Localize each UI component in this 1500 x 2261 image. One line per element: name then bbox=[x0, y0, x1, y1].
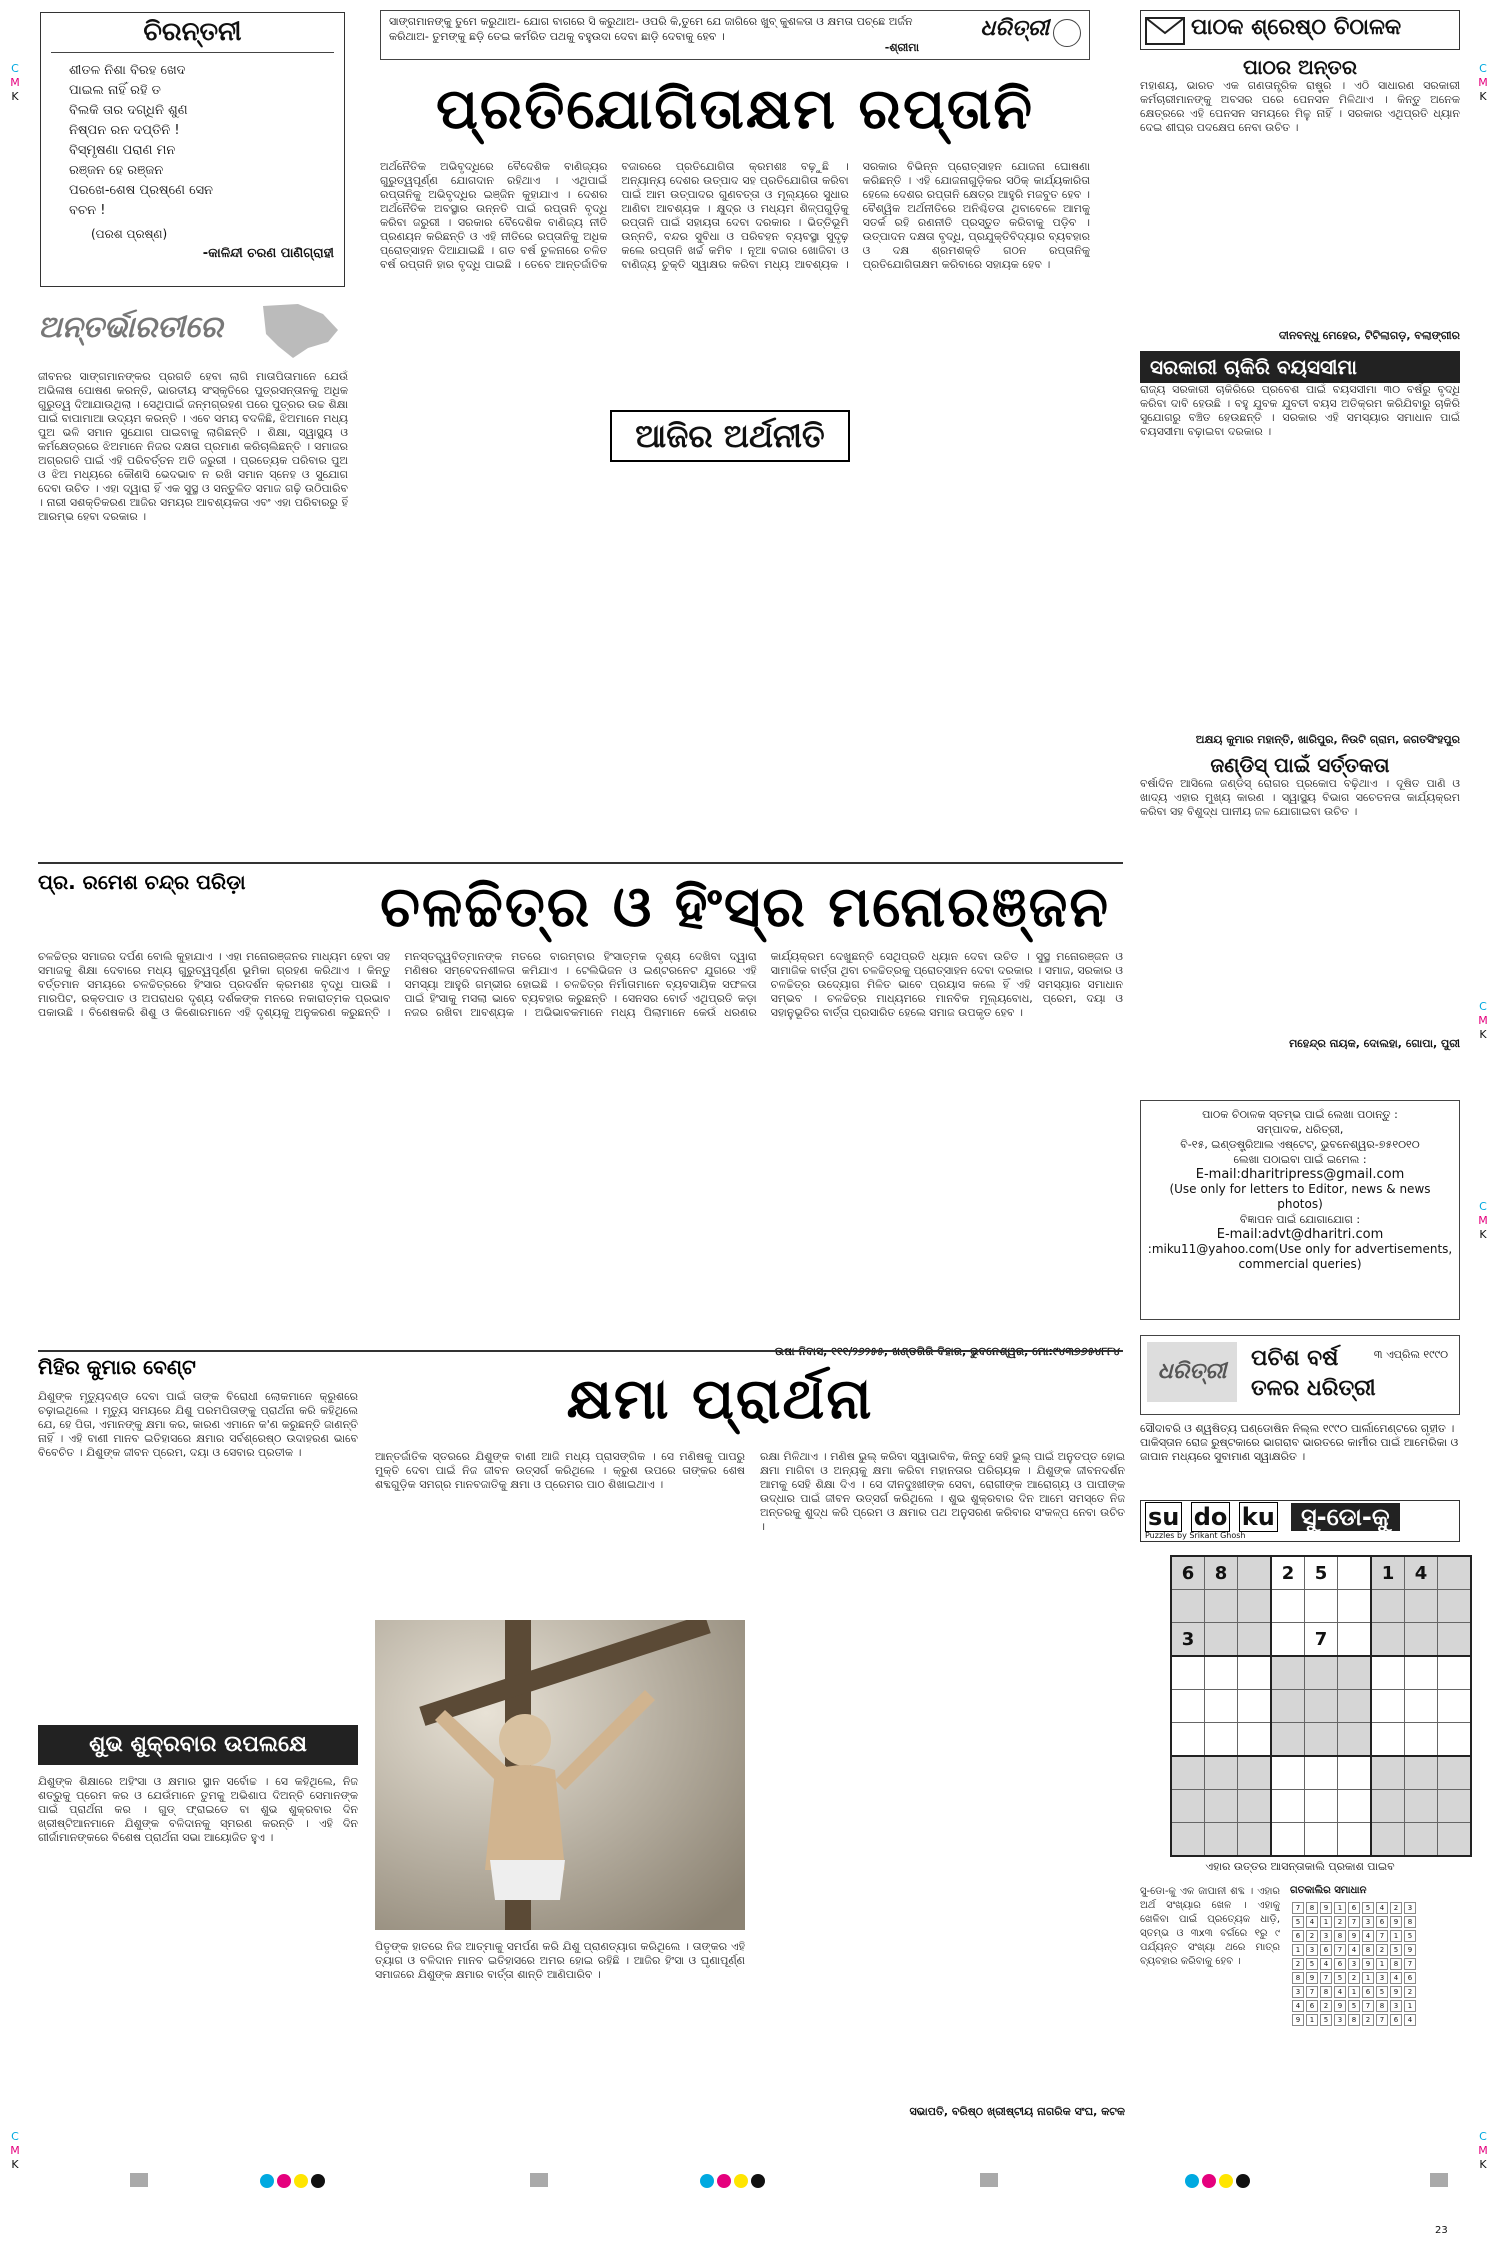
divider bbox=[38, 862, 1123, 864]
solution-cell: 5 bbox=[1292, 1916, 1304, 1928]
solution-cell: 8 bbox=[1362, 1944, 1374, 1956]
solution-cell: 9 bbox=[1362, 1958, 1374, 1970]
sudoku-cell[interactable] bbox=[1438, 1790, 1472, 1823]
solution-table bbox=[1290, 1900, 1418, 2028]
antarbharati-logo bbox=[38, 300, 348, 362]
solution-cell: 4 bbox=[1334, 1986, 1346, 1998]
magenta-swatch bbox=[717, 2174, 731, 2188]
kshama-mid-body2: ପିତୃଙ୍କ ହାତରେ ନିଜ ଆତ୍ମାକୁ ସମର୍ପଣ କରି ଯିଶୁ ପ୍ରାଣତ୍ୟାଗ କରିଥିଲେ । ତାଙ୍କର ଏହି ତ୍ୟାଗ ଓ ବଳିଦାନ ମାନବ ଇତିହାସରେ ଅମର ହୋଇ ରହିଛି । ଆଜିର ହିଂସା ଓ ଘୃଣାପୂର୍ଣ୍ଣ ସମାଜରେ ଯିଶୁଙ୍କ କ୍ଷମାର ବାର୍ତ୍ତା ଶାନ୍ତି ଆଣିପାରିବ । bbox=[375, 1940, 745, 1981]
sudoku-cell[interactable] bbox=[1271, 1623, 1305, 1657]
reg-c: C bbox=[11, 62, 19, 75]
letter-byline: ଦୀନବନ୍ଧୁ ମେହେର, ଟିଟିଲାଗଡ଼, ବଲାଙ୍ଗୀର bbox=[1278, 329, 1460, 342]
envelope-icon bbox=[1145, 17, 1185, 45]
sudoku-cell[interactable] bbox=[1305, 1756, 1338, 1790]
solution-cell: 8 bbox=[1390, 1958, 1402, 1970]
solution-cell: 1 bbox=[1362, 1972, 1374, 1984]
solution-cell: 8 bbox=[1376, 2000, 1388, 2012]
solution-cell: 9 bbox=[1292, 2014, 1304, 2026]
solution-cell: 3 bbox=[1292, 1986, 1304, 1998]
quote-author: -ଶ୍ରୀମା bbox=[884, 41, 919, 54]
solution-cell: 6 bbox=[1334, 1958, 1346, 1970]
sudoku-cell[interactable] bbox=[1305, 1590, 1338, 1623]
solution-cell: 8 bbox=[1306, 1902, 1318, 1914]
yellow-swatch bbox=[294, 2174, 308, 2188]
solution-cell: 3 bbox=[1348, 1958, 1360, 1970]
sudoku-cell[interactable] bbox=[1371, 1756, 1405, 1790]
cinema-byline bbox=[700, 1345, 1120, 1359]
sudoku-title: ସୁ-ଡୋ-କୁ bbox=[1291, 1503, 1400, 1531]
registration-mark-right-mid bbox=[1476, 1000, 1490, 1042]
sudoku-cell[interactable] bbox=[1305, 1723, 1338, 1757]
sudoku-cell[interactable] bbox=[1405, 1656, 1438, 1690]
sudoku-answer-note: ଏହାର ଉତ୍ତର ଆସନ୍ତାକାଲି ପ୍ରକାଶ ପାଇବ bbox=[1205, 1860, 1395, 1873]
dharitri-25-title1: ପଚିଶ ବର୍ଷ bbox=[1251, 1346, 1339, 1371]
sudoku-cell[interactable] bbox=[1271, 1823, 1305, 1857]
solution-cell: 7 bbox=[1306, 1986, 1318, 1998]
letter-body: ମହାଶୟ, ଭାରତ ଏକ ଗଣତାନ୍ତ୍ରିକ ରାଷ୍ଟ୍ର । ଏଠି ସାଧାରଣ ସରକାରୀ କର୍ମଚାରୀମାନଙ୍କୁ ଅବସର ପରେ ପେନସନ ମିଳିଥାଏ । କିନ୍ତୁ ଅନେକ କ୍ଷେତ୍ରରେ ଏହି ପେନସନ ସମୟରେ ମିଳୁ ନାହିଁ । ସରକାର ଏଥିପ୍ରତି ଧ୍ୟାନ ଦେଇ ଶୀଘ୍ର ପଦକ୍ଷେପ ନେବା ଉଚିତ । bbox=[1140, 79, 1460, 134]
solution-cell: 4 bbox=[1348, 1944, 1360, 1956]
sudoku-cell[interactable] bbox=[1338, 1656, 1372, 1690]
sudoku-cell[interactable] bbox=[1438, 1590, 1472, 1623]
kshama-byline: ସଭାପତି, ବରିଷ୍ଠ ଖ୍ରୀଷ୍ଟୀୟ ନାଗରିକ ସଂଘ, କଟକ bbox=[909, 2105, 1125, 2118]
cyan-swatch bbox=[1185, 2174, 1199, 2188]
headline-cinema: ଚଳଚ୍ଚିତ୍ର ଓ ହିଂସ୍ର ମନୋରଞ୍ଜନ bbox=[380, 875, 1110, 940]
reg-m: M bbox=[1478, 2144, 1488, 2157]
contact-line: ଲେଖା ପଠାଇବା ପାଇଁ ଇମେଲ : bbox=[1233, 1153, 1367, 1166]
magenta-swatch bbox=[277, 2174, 291, 2188]
sudoku-cell[interactable] bbox=[1405, 1790, 1438, 1823]
reg-c: C bbox=[11, 2130, 19, 2143]
cmyk-swatches bbox=[1185, 2173, 1253, 2192]
poem-line: ରଞ୍ଜନ ହେ ରଞ୍ଜନ bbox=[69, 163, 164, 178]
solution-cell: 2 bbox=[1376, 1944, 1388, 1956]
solution-cell: 1 bbox=[1334, 1902, 1346, 1914]
sudoku-cell[interactable] bbox=[1371, 1823, 1405, 1857]
sudoku-cell[interactable] bbox=[1371, 1623, 1405, 1657]
reader-letters-column bbox=[1140, 55, 1460, 1095]
sudoku-cell[interactable] bbox=[1238, 1756, 1272, 1790]
solution-cell: 9 bbox=[1348, 1930, 1360, 1942]
sudoku-cell[interactable] bbox=[1371, 1690, 1405, 1723]
chirantani-title: ଚିରନ୍ତନୀ bbox=[51, 17, 334, 53]
sudoku-cell[interactable] bbox=[1238, 1656, 1272, 1690]
registration-mark-right-top bbox=[1476, 62, 1490, 104]
sudoku-credit: Puzzles by Srikant Ghosh bbox=[1145, 1531, 1246, 1540]
sudoku-cell[interactable] bbox=[1205, 1756, 1238, 1790]
black-swatch bbox=[751, 2174, 765, 2188]
gray-patch bbox=[530, 2173, 548, 2187]
solution-cell: 5 bbox=[1320, 2014, 1332, 2026]
sudoku-cell[interactable] bbox=[1405, 1623, 1438, 1657]
antarbharati-body: ଜୀବନର ସାଙ୍ଗମାନଙ୍କର ପ୍ରଗତି ହେବା ଲାଗି ମାତାପିତାମାନେ ଯେଉଁ ଅଭିଳାଷ ପୋଷଣ କରନ୍ତି, ଭାରତୀୟ ସଂସ୍କୃତିରେ ପୁତ୍ରସନ୍ତାନକୁ ଅଧିକ ଗୁରୁତ୍ୱ ଦିଆଯାଉଥିଲା । ସେଥିପାଇଁ ଜନ୍ମଗ୍ରହଣ ପରେ ପୁତ୍ରର ଉଚ୍ଚ ଶିକ୍ଷା ପାଇଁ ବାପାମାଆ ଉଦ୍ୟମ କରନ୍ତି । ଏବେ ସମୟ ବଦଳିଛି, ଝିଅମାନେ ମଧ୍ୟ ପୁଅ ଭଳି ସମାନ ସୁଯୋଗ ପାଇବାକୁ ଲାଗିଛନ୍ତି । ଶିକ୍ଷା, ସ୍ୱାସ୍ଥ୍ୟ ଓ କର୍ମକ୍ଷେତ୍ରରେ ଝିଅମାନେ ନିଜର ଦକ୍ଷତା ପ୍ରମାଣ କରିଚାଲିଛନ୍ତି । ସମାଜର ଅଗ୍ରଗତି ପାଇଁ ଏହି ପରିବର୍ତ୍ତନ ଅତି ଜରୁରୀ । ପ୍ରତ୍ୟେକ ପରିବାର ପୁଅ ଓ ଝିଅ ମଧ୍ୟରେ କୌଣସି ଭେଦଭାବ ନ ରଖି ସମାନ ସ୍ନେହ ଓ ସୁଯୋଗ ଦେବା ଉଚିତ । ଏହା ଦ୍ୱାରା ହିଁ ଏକ ସୁସ୍ଥ ଓ ସନ୍ତୁଳିତ ସମାଜ ଗଢ଼ି ଉଠିପାରିବ । ନାରୀ ସଶକ୍ତିକରଣ ଆଜିର ସମୟର ଆବଶ୍ୟକତା ଏବଂ ଏହା ପରିବାରରୁ ହିଁ ଆରମ୍ଭ ହେବା ଦରକାର । bbox=[38, 370, 348, 523]
sudoku-cell[interactable] bbox=[1438, 1723, 1472, 1757]
reg-m: M bbox=[10, 2144, 20, 2157]
sudoku-cell[interactable] bbox=[1338, 1790, 1372, 1823]
solution-cell: 5 bbox=[1306, 1958, 1318, 1970]
sudoku-cell[interactable] bbox=[1371, 1656, 1405, 1690]
dharitri-25-items bbox=[1140, 1422, 1460, 1464]
divider bbox=[38, 1350, 1123, 1352]
poem-line: ନିଷ୍ପନ ରନ ଦପ୍ତିନି ! bbox=[69, 123, 180, 138]
kshama-left-body2: ଯିଶୁଙ୍କ ଶିକ୍ଷାରେ ଅହିଂସା ଓ କ୍ଷମାର ସ୍ଥାନ ସର୍ବୋଚ୍ଚ । ସେ କହିଥିଲେ, ନିଜ ଶତ୍ରୁକୁ ପ୍ରେମ କର ଓ ଯେଉଁମାନେ ତୁମକୁ ଅଭିଶାପ ଦିଅନ୍ତି ସେମାନଙ୍କ ପାଇଁ ପ୍ରାର୍ଥନା କର । ଗୁଡ୍ ଫ୍ରାଇଡେ ବା ଶୁଭ ଶୁକ୍ରବାର ଦିନ ଖ୍ରୀଷ୍ଟିଆନମାନେ ଯିଶୁଙ୍କ ବଳିଦାନକୁ ସ୍ମରଣ କରନ୍ତି । ଏହି ଦିନ ଗୀର୍ଜାମାନଙ୍କରେ ବିଶେଷ ପ୍ରାର୍ଥନା ସଭା ଆୟୋଜିତ ହୁଏ । bbox=[38, 1775, 358, 1844]
cinema-article-body: ଚଳଚ୍ଚିତ୍ର ସମାଜର ଦର୍ପଣ ବୋଲି କୁହାଯାଏ । ଏହା ମନୋରଞ୍ଜନର ମାଧ୍ୟମ ହେବା ସହ ସମାଜକୁ ଶିକ୍ଷା ଦେବାରେ ମଧ୍ୟ ଗୁରୁତ୍ୱପୂର୍ଣ୍ଣ ଭୂମିକା ଗ୍ରହଣ କରିଥାଏ । କିନ୍ତୁ ବର୍ତ୍ତମାନ ସମୟରେ ଚଳଚ୍ଚିତ୍ରରେ ହିଂସାର ପ୍ରଦର୍ଶନ କ୍ରମଶଃ ବୃଦ୍ଧି ପାଉଛି । ମାରପିଟ, ରକ୍ତପାତ ଓ ଅପରାଧର ଦୃଶ୍ୟ ଦର୍ଶକଙ୍କ ମନରେ ନକାରାତ୍ମକ ପ୍ରଭାବ ପକାଉଛି । ବିଶେଷକରି ଶିଶୁ ଓ କିଶୋରମାନେ ଏହି ଦୃଶ୍ୟକୁ ଅନୁକରଣ କରୁଛନ୍ତି । ମନସ୍ତତ୍ତ୍ୱବିତ୍ମାନଙ୍କ ମତରେ ବାରମ୍ବାର ହିଂସାତ୍ମକ ଦୃଶ୍ୟ ଦେଖିବା ଦ୍ୱାରା ମଣିଷର ସମ୍ବେଦନଶୀଳତା କମିଯାଏ । ଟେଲିଭିଜନ ଓ ଇଣ୍ଟରନେଟ ଯୁଗରେ ଏହି ସମସ୍ୟା ଆହୁରି ଗମ୍ଭୀର ହୋଇଛି । ଚଳଚ୍ଚିତ୍ର ନିର୍ମାତାମାନେ ବ୍ୟବସାୟିକ ସଫଳତା ପାଇଁ ହିଂସାକୁ ମସଲା ଭାବେ ବ୍ୟବହାର କରୁଛନ୍ତି । ସେନସର ବୋର୍ଡ ଏଥିପ୍ରତି କଡ଼ା ନଜର ରଖିବା ଆବଶ୍ୟକ । ଅଭିଭାବକମାନେ ମଧ୍ୟ ପିଲାମାନେ କେଉଁ ଧରଣର କାର୍ଯ୍ୟକ୍ରମ ଦେଖୁଛନ୍ତି ସେଥିପ୍ରତି ଧ୍ୟାନ ଦେବା ଉଚିତ । ସୁସ୍ଥ ମନୋରଞ୍ଜନ ଓ ସାମାଜିକ ବାର୍ତ୍ତା ଥିବା ଚଳଚ୍ଚିତ୍ରକୁ ପ୍ରୋତ୍ସାହନ ଦେବା ଦରକାର । ସମାଜ, ସରକାର ଓ ଚଳଚ୍ଚିତ୍ର ଉଦ୍ୟୋଗ ମିଳିତ ଭାବେ ପ୍ରୟାସ କଲେ ହିଁ ଏହି ସମସ୍ୟାର ସମାଧାନ ସମ୍ଭବ । ଚଳଚ୍ଚିତ୍ର ମାଧ୍ୟମରେ ମାନବିକ ମୂଲ୍ୟବୋଧ, ପ୍ରେମ, ଦୟା ଓ ସହାନୁଭୂତିର ବାର୍ତ୍ତା ପ୍ରସାରିତ ହେଲେ ସମାଜ ଉପକୃତ ହେବ । bbox=[38, 950, 1123, 1019]
solution-cell: 2 bbox=[1320, 2000, 1332, 2012]
solution-cell: 4 bbox=[1306, 1916, 1318, 1928]
sudoku-cell[interactable] bbox=[1338, 1756, 1372, 1790]
crucifixion-illustration bbox=[375, 1620, 745, 1930]
sudoku-logo-letter: ku bbox=[1239, 1502, 1278, 1532]
solution-cell: 2 bbox=[1390, 1902, 1402, 1914]
sudoku-cell[interactable] bbox=[1171, 1823, 1205, 1857]
sudoku-cell[interactable] bbox=[1371, 1590, 1405, 1623]
sudoku-cell[interactable] bbox=[1405, 1723, 1438, 1757]
shubha-shukrabara-banner: ଶୁଭ ଶୁକ୍ରବାର ଉପଲକ୍ଷେ bbox=[38, 1725, 358, 1765]
reader-letters-banner-title: ପାଠକ ଶ୍ରେଷ୍ଠ ଚିଠାଳକ bbox=[1191, 15, 1402, 40]
solution-cell: 2 bbox=[1292, 1958, 1304, 1970]
chirantani-lines bbox=[51, 61, 334, 221]
reg-m: M bbox=[1478, 1014, 1488, 1027]
solution-cell: 6 bbox=[1376, 1916, 1388, 1928]
solution-cell: 1 bbox=[1376, 1958, 1388, 1970]
yellow-swatch bbox=[734, 2174, 748, 2188]
solution-cell: 5 bbox=[1404, 1930, 1416, 1942]
sudoku-rules: ସୁ-ଡୋ-କୁ ଏକ ଜାପାନୀ ଶବ୍ଦ । ଏହାର ଅର୍ଥ ସଂଖ୍ୟାର ଖେଳ । ଏହାକୁ ଖେଳିବା ପାଇଁ ପ୍ରତ୍ୟେକ ଧାଡ଼ି, ସ୍ତମ୍ଭ ଓ ୩x୩ ବର୍ଗରେ ୧ରୁ ୯ ପର୍ଯ୍ୟନ୍ତ ସଂଖ୍ୟା ଥରେ ମାତ୍ର ବ୍ୟବହାର କରିବାକୁ ହେବ । bbox=[1140, 1886, 1280, 1967]
solution-cell: 1 bbox=[1292, 1944, 1304, 1956]
solution-cell: 9 bbox=[1320, 1902, 1332, 1914]
reg-k: K bbox=[11, 2158, 19, 2171]
dharitri-25-logo: ଧରିତ୍ରୀ bbox=[1147, 1342, 1237, 1402]
solution-cell: 3 bbox=[1390, 2000, 1402, 2012]
cyan-swatch bbox=[260, 2174, 274, 2188]
dharitri-25-item: ସୌଦାବରି ଓ ଶ୍ୱଷିତ୍ୟ ଘଣ୍ଡୋଷିନ ନିଲ୍ଲ ୧୯୯୦ ପାର୍ଲାମେଣ୍ଟରେ ଗୃହୀତ । bbox=[1140, 1422, 1455, 1435]
solution-cell: 6 bbox=[1362, 1986, 1374, 1998]
letter-title: ସରକାରୀ ଚାକିରି ବୟସସୀମା bbox=[1140, 351, 1460, 383]
sudoku-cell[interactable]: 7 bbox=[1305, 1623, 1338, 1657]
sudoku-prev-solution bbox=[1290, 1900, 1418, 2028]
poem-line: ପରଖେ-ଶେଷ ପ୍ରଷ୍ଣେ ସେନ bbox=[69, 183, 214, 198]
chirantani-box bbox=[40, 12, 345, 287]
sudoku-cell[interactable] bbox=[1238, 1556, 1272, 1590]
ajira-arthaniti-label: ଆଜିର ଅର୍ଥନୀତି bbox=[610, 410, 850, 462]
cyan-swatch bbox=[700, 2174, 714, 2188]
sudoku-cell[interactable] bbox=[1238, 1623, 1272, 1657]
solution-cell: 7 bbox=[1292, 1902, 1304, 1914]
gray-patch bbox=[130, 2173, 148, 2187]
solution-cell: 4 bbox=[1390, 1972, 1402, 1984]
kshama-mid-body: ଆନ୍ତର୍ଜାତିକ ସ୍ତରରେ ଯିଶୁଙ୍କ ବାଣୀ ଆଜି ମଧ୍ୟ ପ୍ରାସଙ୍ଗିକ । ସେ ମଣିଷକୁ ପାପରୁ ମୁକ୍ତି ଦେବା ପାଇଁ ନିଜ ଜୀବନ ଉତ୍ସର୍ଗ କରିଥିଲେ । କ୍ରୁଶ ଉପରେ ତାଙ୍କର ଶେଷ ଶବ୍ଦଗୁଡ଼ିକ ସମଗ୍ର ମାନବଜାତିକୁ କ୍ଷମା ଓ ପ୍ରେମର ପାଠ ଶିଖାଇଥାଏ । bbox=[375, 1450, 745, 1491]
cmyk-swatches bbox=[700, 2173, 768, 2192]
solution-cell: 2 bbox=[1404, 1986, 1416, 1998]
antarbharati-title: ଅନ୍ତର୍ଭାରତୀରେ bbox=[38, 310, 223, 345]
black-swatch bbox=[1236, 2174, 1250, 2188]
sudoku-cell[interactable]: 2 bbox=[1271, 1556, 1305, 1590]
sudoku-cell[interactable] bbox=[1438, 1623, 1472, 1657]
sudoku-logo-letter: do bbox=[1191, 1502, 1231, 1532]
sudoku-cell[interactable] bbox=[1271, 1690, 1305, 1723]
sudoku-cell[interactable] bbox=[1171, 1690, 1205, 1723]
solution-cell: 7 bbox=[1334, 1944, 1346, 1956]
sudoku-cell[interactable] bbox=[1338, 1556, 1372, 1590]
solution-cell: 5 bbox=[1362, 1902, 1374, 1914]
solution-cell: 1 bbox=[1390, 1930, 1402, 1942]
email-advt-link[interactable]: E-mail:advt@dharitri.com bbox=[1216, 1227, 1384, 1242]
letter-title: ଜଣ୍ଡିସ୍ ପାଇଁ ସର୍ତ୍ତକତା bbox=[1210, 753, 1390, 777]
quote-brand: ଧରିତ୍ରୀ bbox=[980, 16, 1049, 41]
sudoku-cell[interactable] bbox=[1271, 1756, 1305, 1790]
reg-k: K bbox=[1479, 90, 1487, 103]
sudoku-cell[interactable] bbox=[1171, 1656, 1205, 1690]
sudoku-cell[interactable] bbox=[1405, 1823, 1438, 1857]
solution-cell: 7 bbox=[1376, 2014, 1388, 2026]
solution-cell: 3 bbox=[1376, 1972, 1388, 1984]
black-swatch bbox=[311, 2174, 325, 2188]
reg-k: K bbox=[1479, 2158, 1487, 2171]
solution-cell: 5 bbox=[1390, 1944, 1402, 1956]
quote-box bbox=[380, 10, 1090, 60]
dharitri-25-date: ୩ ଏପ୍ରିଲ ୧୯୯୦ bbox=[1373, 1348, 1449, 1361]
solution-cell: 1 bbox=[1404, 2000, 1416, 2012]
solution-cell: 9 bbox=[1390, 1986, 1402, 1998]
registration-mark-left-top bbox=[8, 62, 22, 104]
solution-cell: 2 bbox=[1306, 1930, 1318, 1942]
sudoku-cell[interactable] bbox=[1205, 1823, 1238, 1857]
reg-k: K bbox=[1479, 1228, 1487, 1241]
reg-m: M bbox=[1478, 1214, 1488, 1227]
sudoku-cell[interactable] bbox=[1305, 1690, 1338, 1723]
solution-cell: 5 bbox=[1376, 1986, 1388, 1998]
solution-cell: 3 bbox=[1320, 1930, 1332, 1942]
email-editor-link[interactable]: E-mail:dharitripress@gmail.com bbox=[1195, 1167, 1405, 1182]
solution-cell: 3 bbox=[1404, 1902, 1416, 1914]
solution-cell: 1 bbox=[1306, 2014, 1318, 2026]
solution-cell: 4 bbox=[1362, 1930, 1374, 1942]
gray-patch bbox=[980, 2173, 998, 2187]
solution-cell: 6 bbox=[1348, 1902, 1360, 1914]
sudoku-cell[interactable] bbox=[1371, 1790, 1405, 1823]
sudoku-table bbox=[1170, 1555, 1472, 1857]
sudoku-cell[interactable] bbox=[1205, 1790, 1238, 1823]
solution-cell: 6 bbox=[1320, 1944, 1332, 1956]
sudoku-cell[interactable] bbox=[1338, 1590, 1372, 1623]
dharitri-25-title2: ତଳର ଧରିତ୍ରୀ bbox=[1251, 1376, 1376, 1401]
contact-line: ବି-୧୫, ଇଣ୍ଡଷ୍ଟ୍ରିଆଲ ଏଷ୍ଟେଟ୍, ଭୁବନେଶ୍ୱର-୭୫୧୦୧୦ bbox=[1180, 1138, 1420, 1151]
dharitri-25-item: ପାକିସ୍ତାନ ରୋଜ ରୁଷ୍ଟକାରେ ଭାଗରାବ ଭାରତରେ କାର୍ମୀର ପାଇଁ ଆମେରିକା ଓ ଜାପାନ ମଧ୍ୟରେ ସୁବାମାଣ ସ୍ୱାକ୍ଷରିତ । bbox=[1140, 1436, 1459, 1463]
sudoku-cell[interactable] bbox=[1205, 1690, 1238, 1723]
solution-cell: 3 bbox=[1334, 2014, 1346, 2026]
sudoku-cell[interactable]: 6 bbox=[1171, 1556, 1205, 1590]
reader-letters-banner bbox=[1140, 10, 1460, 50]
sudoku-cell[interactable] bbox=[1338, 1623, 1372, 1657]
solution-cell: 8 bbox=[1292, 1972, 1304, 1984]
solution-cell: 9 bbox=[1404, 1944, 1416, 1956]
sudoku-cell[interactable] bbox=[1171, 1790, 1205, 1823]
solution-cell: 7 bbox=[1404, 1958, 1416, 1970]
poem-line: ଶୀତଳ ନିଶା ବିରହ ଖେଦ bbox=[69, 63, 186, 78]
solution-cell: 8 bbox=[1334, 1930, 1346, 1942]
sudoku-cell[interactable] bbox=[1438, 1656, 1472, 1690]
solution-cell: 2 bbox=[1348, 1972, 1360, 1984]
sudoku-cell[interactable] bbox=[1338, 1723, 1372, 1757]
sudoku-cell[interactable] bbox=[1405, 1690, 1438, 1723]
sudoku-cell[interactable]: 1 bbox=[1371, 1556, 1405, 1590]
sudoku-cell[interactable] bbox=[1171, 1723, 1205, 1757]
kshama-right-body: ରକ୍ଷା ମିଳିଥାଏ । ମଣିଷ ଭୁଲ୍ କରିବା ସ୍ୱାଭାବିକ, କିନ୍ତୁ ସେହି ଭୁଲ୍ ପାଇଁ ଅନୁତପ୍ତ ହୋଇ କ୍ଷମା ମାଗିବା ଓ ଅନ୍ୟକୁ କ୍ଷମା କରିବା ମହାନତାର ପରିଚାୟକ । ଯିଶୁଙ୍କ ଜୀବନଦର୍ଶନ ଆମକୁ ସେହି ଶିକ୍ଷା ଦିଏ । ସେ ଦୀନଦୁଃଖୀଙ୍କ ସେବା, ରୋଗୀଙ୍କ ଆରୋଗ୍ୟ ଓ ପାପୀଙ୍କ ଉଦ୍ଧାର ପାଇଁ ଜୀବନ ଉତ୍ସର୍ଗ କରିଥିଲେ । ଶୁଭ ଶୁକ୍ରବାର ଦିନ ଆମେ ସମସ୍ତେ ନିଜ ଅନ୍ତରକୁ ଶୁଦ୍ଧ କରି ପ୍ରେମ ଓ କ୍ଷମାର ପଥ ଅନୁସରଣ କରିବାର ସଂକଳ୍ପ ନେବା ଉଚିତ । bbox=[760, 1450, 1125, 1533]
letter-byline: ଅକ୍ଷୟ କୁମାର ମହାନ୍ତି, ଖାରିପୁର, ନିଉଟି ଗ୍ରାମ, ଜଗତସିଂହପୁର bbox=[1195, 733, 1460, 746]
sudoku-cell[interactable] bbox=[1238, 1590, 1272, 1623]
letter-body: ବର୍ଷାଦିନ ଆସିଲେ ଜଣ୍ଡିସ୍ ରୋଗର ପ୍ରକୋପ ବଢ଼ିଥାଏ । ଦୂଷିତ ପାଣି ଓ ଖାଦ୍ୟ ଏହାର ମୁଖ୍ୟ କାରଣ । ସ୍ୱାସ୍ଥ୍ୟ ବିଭାଗ ସଚେତନତା କାର୍ଯ୍ୟକ୍ରମ କରିବା ସହ ବିଶୁଦ୍ଧ ପାନୀୟ ଜଳ ଯୋଗାଇବା ଉଚିତ । bbox=[1140, 777, 1460, 818]
solution-cell: 3 bbox=[1362, 1916, 1374, 1928]
sudoku-cell[interactable] bbox=[1305, 1790, 1338, 1823]
solution-cell: 2 bbox=[1334, 1916, 1346, 1928]
sudoku-cell[interactable] bbox=[1438, 1556, 1472, 1590]
kshama-left-body: ଯିଶୁଙ୍କ ମୃତ୍ୟୁଦଣ୍ଡ ଦେବା ପାଇଁ ତାଙ୍କ ବିରୋଧୀ ଲୋକମାନେ କ୍ରୁଶରେ ଚଢ଼ାଇଥିଲେ । ମୃତ୍ୟୁ ସମୟରେ ଯିଶୁ ପରମପିତାଙ୍କୁ ପ୍ରାର୍ଥନା କରି କହିଥିଲେ ଯେ, ହେ ପିତା, ଏମାନଙ୍କୁ କ୍ଷମା କର, କାରଣ ଏମାନେ କ'ଣ କରୁଛନ୍ତି ଜାଣନ୍ତି ନାହିଁ । ଏହି ବାଣୀ ମାନବ ଇତିହାସରେ କ୍ଷମାର ସର୍ବଶ୍ରେଷ୍ଠ ଉଦାହରଣ ଭାବେ ବିବେଚିତ । ଯିଶୁଙ୍କ ଜୀବନ ପ୍ରେମ, ଦୟା ଓ ସେବାର ପ୍ରତୀକ । bbox=[38, 1390, 358, 1459]
sudoku-prev-label: ଗତକାଲିର ସମାଧାନ bbox=[1290, 1885, 1367, 1896]
author-ramesh: ପ୍ର. ରମେଶ ଚନ୍ଦ୍ର ପରିଡ଼ା bbox=[38, 870, 246, 894]
sudoku-cell[interactable] bbox=[1205, 1723, 1238, 1757]
solution-cell: 8 bbox=[1404, 1916, 1416, 1928]
sudoku-cell[interactable] bbox=[1438, 1690, 1472, 1723]
sudoku-cell[interactable]: 4 bbox=[1405, 1556, 1438, 1590]
solution-cell: 1 bbox=[1320, 1916, 1332, 1928]
color-bar bbox=[0, 2165, 1500, 2195]
sudoku-cell[interactable] bbox=[1171, 1756, 1205, 1790]
chirantani-author: -କାଳିନ୍ଦୀ ଚରଣ ପାଣିଗ୍ରାହୀ bbox=[202, 246, 334, 261]
contact-line: ପାଠକ ଚିଠାଳକ ସ୍ତମ୍ଭ ପାଇଁ ଲେଖା ପଠାନ୍ତୁ : bbox=[1202, 1108, 1398, 1121]
sudoku-cell[interactable] bbox=[1371, 1723, 1405, 1757]
poem-line: ପାଇଲ ନାହିଁ ରହି ତ bbox=[69, 83, 161, 98]
solution-cell: 9 bbox=[1334, 2000, 1346, 2012]
sudoku-cell[interactable] bbox=[1405, 1756, 1438, 1790]
solution-cell: 4 bbox=[1320, 1958, 1332, 1970]
reg-c: C bbox=[1479, 1200, 1487, 1213]
letter-body: ରାଜ୍ୟ ସରକାରୀ ଚାକିରିରେ ପ୍ରବେଶ ପାଇଁ ବୟସସୀମା ୩୦ ବର୍ଷରୁ ବୃଦ୍ଧି କରିବା ଦାବି ହେଉଛି । ବହୁ ଯୁବକ ଯୁବତୀ ବୟସ ଅତିକ୍ରମ କରିଯିବାରୁ ଚାକିରି ସୁଯୋଗରୁ ବଞ୍ଚିତ ହେଉଛନ୍ତି । ସରକାର ଏହି ସମସ୍ୟାର ସମାଧାନ ପାଇଁ ବୟସସୀମା ବଢ଼ାଇବା ଦରକାର । bbox=[1140, 383, 1460, 438]
sudoku-cell[interactable] bbox=[1271, 1656, 1305, 1690]
solution-cell: 1 bbox=[1348, 1986, 1360, 1998]
sudoku-cell[interactable]: 8 bbox=[1205, 1556, 1238, 1590]
solution-cell: 3 bbox=[1306, 1944, 1318, 1956]
author-mihir: ମିହିର କୁମାର ବେଣ୍ଟ bbox=[38, 1355, 196, 1379]
solution-cell: 2 bbox=[1362, 2014, 1374, 2026]
solution-cell: 6 bbox=[1292, 1930, 1304, 1942]
contact-line: ସମ୍ପାଦକ, ଧରିତ୍ରୀ, bbox=[1256, 1123, 1344, 1136]
sudoku-cell[interactable] bbox=[1238, 1823, 1272, 1857]
solution-cell: 7 bbox=[1376, 1930, 1388, 1942]
sudoku-cell[interactable] bbox=[1271, 1790, 1305, 1823]
reg-c: C bbox=[1479, 1000, 1487, 1013]
solution-cell: 7 bbox=[1362, 2000, 1374, 2012]
page-number: 23 bbox=[1435, 2225, 1448, 2236]
sudoku-cell[interactable] bbox=[1338, 1823, 1372, 1857]
reg-c: C bbox=[1479, 62, 1487, 75]
solution-cell: 6 bbox=[1404, 1972, 1416, 1984]
sudoku-banner bbox=[1140, 1500, 1460, 1542]
solution-cell: 4 bbox=[1292, 2000, 1304, 2012]
sudoku-logo-letter: su bbox=[1145, 1502, 1182, 1532]
poem-line: ବିସ୍ମୃଷଣା ପରାଣ ମନ bbox=[69, 143, 176, 158]
solution-cell: 8 bbox=[1348, 2014, 1360, 2026]
headline-export: ପ୍ରତିଯୋଗିତାକ୍ଷମ ରପ୍ତାନି bbox=[436, 77, 1034, 142]
cmyk-swatches bbox=[260, 2173, 328, 2192]
sudoku-cell[interactable] bbox=[1271, 1590, 1305, 1623]
solution-cell: 4 bbox=[1404, 2014, 1416, 2026]
export-article-body: ଅର୍ଥନୈତିକ ଅଭିବୃଦ୍ଧିରେ ବୈଦେଶିକ ବାଣିଜ୍ୟର ଗୁରୁତ୍ୱପୂର୍ଣ୍ଣ ଯୋଗଦାନ ରହିଥାଏ । ଏଥିପାଇଁ ରପ୍ତାନିକୁ ଅଭିବୃଦ୍ଧିର ଇଞ୍ଜିନ କୁହାଯାଏ । ଦେଶର ଅର୍ଥନୈତିକ ଅବସ୍ଥାର ଉନ୍ନତି ପାଇଁ ରପ୍ତାନି ବୃଦ୍ଧି କରିବା ଜରୁରୀ । ସରକାର ବୈଦେଶିକ ବାଣିଜ୍ୟ ନୀତି ପ୍ରଣୟନ କରିଛନ୍ତି ଓ ଏହି ନୀତିରେ ରପ୍ତାନିକୁ ଅଧିକ ପ୍ରୋତ୍ସାହନ ଦିଆଯାଇଛି । ଗତ ବର୍ଷ ତୁଳନାରେ ଚଳିତ ବର୍ଷ ରପ୍ତାନି ହାର ବୃଦ୍ଧି ପାଇଛି । ତେବେ ଆନ୍ତର୍ଜାତିକ ବଜାରରେ ପ୍ରତିଯୋଗିତା କ୍ରମଶଃ ବଢ଼ୁଛି । ଅନ୍ୟାନ୍ୟ ଦେଶର ଉତ୍ପାଦ ସହ ପ୍ରତିଯୋଗିତା କରିବା ପାଇଁ ଆମ ଉତ୍ପାଦର ଗୁଣବତ୍ତା ଓ ମୂଲ୍ୟରେ ସୁଧାର ଆଣିବା ଆବଶ୍ୟକ । କ୍ଷୁଦ୍ର ଓ ମଧ୍ୟମ ଶିଳ୍ପଗୁଡ଼ିକୁ ରପ୍ତାନି ପାଇଁ ସହାୟତା ଦେବା ଦରକାର । ଭିତ୍ତିଭୂମି ଉନ୍ନତି, ବନ୍ଦର ସୁବିଧା ଓ ପରିବହନ ବ୍ୟବସ୍ଥା ସୁଦୃଢ଼ କଲେ ରପ୍ତାନି ଖର୍ଚ୍ଚ କମିବ । ନୂଆ ବଜାର ଖୋଜିବା ଓ ବାଣିଜ୍ୟ ଚୁକ୍ତି ସ୍ୱାକ୍ଷର କରିବା ମଧ୍ୟ ଆବଶ୍ୟକ । ସରକାର ବିଭିନ୍ନ ପ୍ରୋତ୍ସାହନ ଯୋଜନା ଘୋଷଣା କରିଛନ୍ତି । ଏହି ଯୋଜନାଗୁଡ଼ିକର ସଠିକ୍ କାର୍ଯ୍ୟକାରିତା ହେଲେ ଦେଶର ରପ୍ତାନି କ୍ଷେତ୍ର ଆହୁରି ମଜବୁତ ହେବ । ବୈଶ୍ୱିକ ଅର୍ଥନୀତିରେ ଅନିଶ୍ଚିତତା ଥିବାବେଳେ ଆମକୁ ସତର୍କ ରହି ରଣନୀତି ପ୍ରସ୍ତୁତ କରିବାକୁ ପଡ଼ିବ । ଉତ୍ପାଦନ ଦକ୍ଷତା ବୃଦ୍ଧି, ପ୍ରଯୁକ୍ତିବିଦ୍ୟାର ବ୍ୟବହାର ଓ ଦକ୍ଷ ଶ୍ରମଶକ୍ତି ଗଠନ ରପ୍ତାନିକୁ ପ୍ରତିଯୋଗିତାକ୍ଷମ କରିବାରେ ସହାୟକ ହେବ । bbox=[380, 160, 1090, 271]
letter-byline: ମହେନ୍ଦ୍ର ନାୟକ, ଦୋଲହା, ଗୋପା, ପୁରୀ bbox=[1289, 1037, 1460, 1050]
sudoku-cell[interactable] bbox=[1205, 1590, 1238, 1623]
sudoku-cell[interactable] bbox=[1338, 1690, 1372, 1723]
sudoku-cell[interactable] bbox=[1205, 1623, 1238, 1657]
solution-cell: 5 bbox=[1348, 2000, 1360, 2012]
reg-k: K bbox=[11, 90, 19, 103]
reg-c: C bbox=[1479, 2130, 1487, 2143]
email-advt2-link[interactable]: :miku11@yahoo.com(Use only for advertisements, commercial queries) bbox=[1147, 1242, 1453, 1271]
solution-cell: 9 bbox=[1390, 1916, 1402, 1928]
sudoku-cell[interactable] bbox=[1238, 1723, 1272, 1757]
sudoku-cell[interactable]: 5 bbox=[1305, 1556, 1338, 1590]
solution-cell: 8 bbox=[1320, 1986, 1332, 1998]
sudoku-cell[interactable] bbox=[1238, 1690, 1272, 1723]
sudoku-cell[interactable] bbox=[1238, 1790, 1272, 1823]
quote-text: ସାଙ୍ଗମାନଙ୍କୁ ତୁମେ କରୁଥାଅ- ଯୋଗ ବାଗରେ ସି କରୁଥାଅ- ଓପରି କି,ତୁମେ ଯେ ଜାଗିରେ ଖୁବ୍ କୁଶଳତା ଓ କ୍ଷମତା ପଚ୍ଛେ ଅର୍ଜନ କରିଥାଅ- ତୁମଙ୍କୁ ଛଡ଼ି ତେଇ କର୍ମରିତ ପଥକୁ ବହୁଉଦା ଦେବା ଛାଡ଼ି ଦେବାକୁ ହେବ । bbox=[389, 15, 913, 43]
sudoku-cell[interactable] bbox=[1271, 1723, 1305, 1757]
reg-m: M bbox=[1478, 76, 1488, 89]
solution-cell: 9 bbox=[1306, 1972, 1318, 1984]
contact-ad-line: ବିଜ୍ଞାପନ ପାଇଁ ଯୋଗାଯୋଗ : bbox=[1239, 1213, 1361, 1226]
solution-cell: 4 bbox=[1376, 1902, 1388, 1914]
sudoku-cell[interactable] bbox=[1438, 1823, 1472, 1857]
headline-kshama: କ୍ଷମା ପ୍ରାର୍ଥନା bbox=[566, 1367, 874, 1432]
dharitri-emblem-icon bbox=[1053, 19, 1081, 47]
reg-k: K bbox=[1479, 1028, 1487, 1041]
sudoku-grid bbox=[1170, 1555, 1472, 1857]
sudoku-cell[interactable] bbox=[1438, 1756, 1472, 1790]
yellow-swatch bbox=[1219, 2174, 1233, 2188]
sudoku-cell[interactable] bbox=[1305, 1656, 1338, 1690]
dharitri-25-box bbox=[1140, 1335, 1460, 1415]
sudoku-logo bbox=[1145, 1503, 1278, 1531]
sudoku-cell[interactable]: 3 bbox=[1171, 1623, 1205, 1657]
magenta-swatch bbox=[1202, 2174, 1216, 2188]
solution-cell: 7 bbox=[1320, 1972, 1332, 1984]
gray-patch bbox=[1430, 2173, 1448, 2187]
contact-box bbox=[1140, 1100, 1460, 1320]
solution-cell: 7 bbox=[1348, 1916, 1360, 1928]
registration-mark-right-mid2 bbox=[1476, 1200, 1490, 1242]
solution-cell: 5 bbox=[1334, 1972, 1346, 1984]
sudoku-cell[interactable] bbox=[1305, 1823, 1338, 1857]
sudoku-cell[interactable] bbox=[1205, 1656, 1238, 1690]
solution-cell: 6 bbox=[1306, 2000, 1318, 2012]
poem-line: ବଚନ ! bbox=[69, 203, 106, 218]
sudoku-cell[interactable] bbox=[1171, 1590, 1205, 1623]
poem-line: ବିଲକି ତାର ଦଗ୍ଧିନି ଶୁଣ bbox=[69, 103, 188, 118]
letter-title: ପାଠର ଅନ୍ତର bbox=[1243, 55, 1357, 79]
chirantani-source: (ପରଶ ପ୍ରଷ୍ଣ) bbox=[91, 227, 168, 241]
email-editor-note: (Use only for letters to Editor, news & news photos) bbox=[1169, 1182, 1431, 1211]
crucifixion-image bbox=[375, 1620, 745, 1930]
reg-m: M bbox=[10, 76, 20, 89]
solution-cell: 6 bbox=[1390, 2014, 1402, 2026]
sudoku-cell[interactable] bbox=[1405, 1590, 1438, 1623]
